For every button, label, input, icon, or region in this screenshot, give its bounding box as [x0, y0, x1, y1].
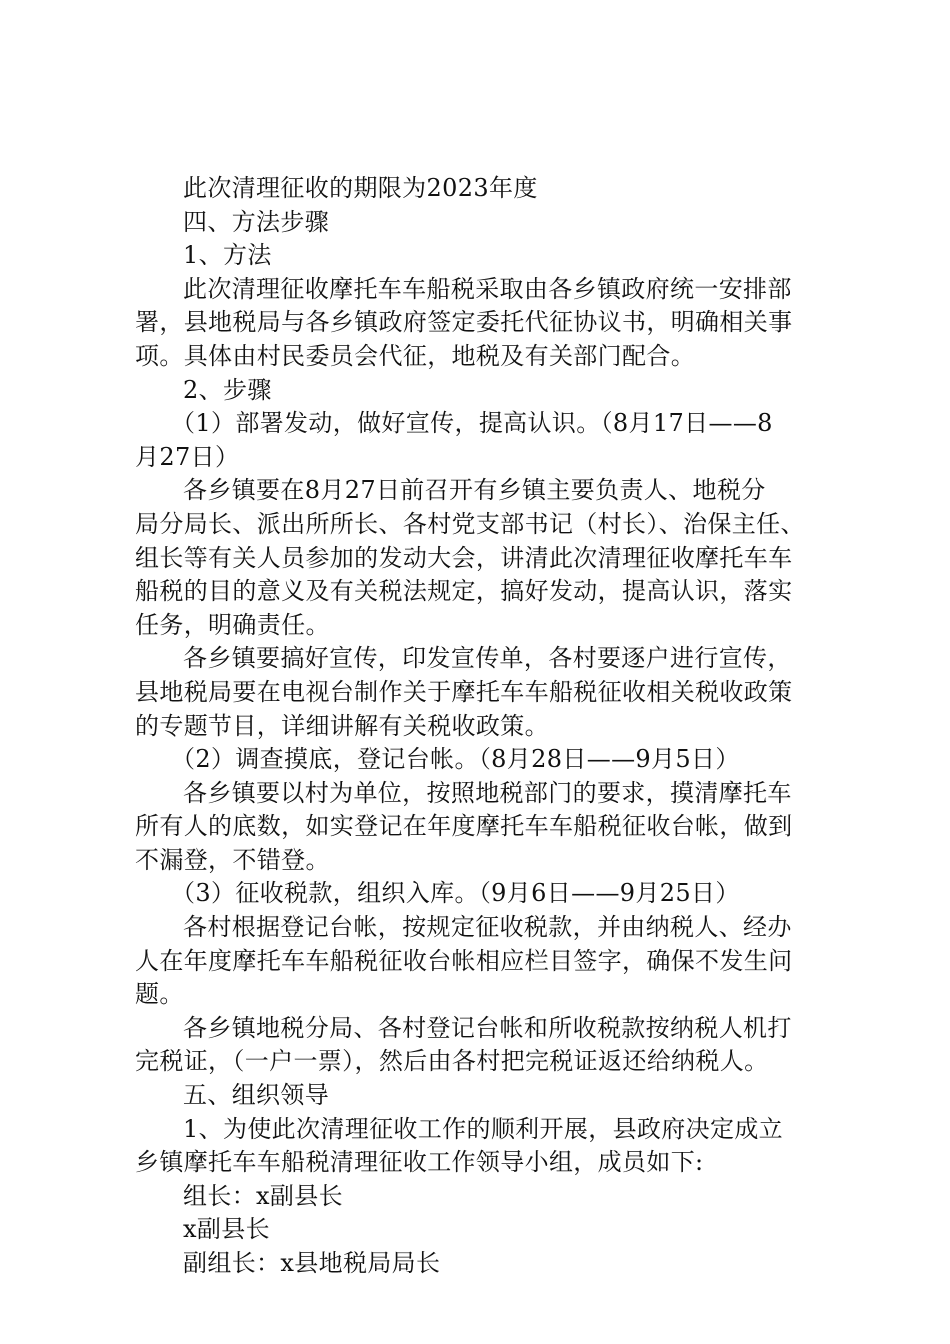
document-line: 四、方法步骤 — [183, 207, 330, 236]
document-body — [135, 172, 825, 1281]
document-line: 各乡镇要以村为单位，按照地税部门的要求，摸清摩托车 — [183, 778, 792, 807]
document-line: 县地税局要在电视台制作关于摩托车车船税征收相关税收政策 — [135, 677, 793, 706]
document-line: 各村根据登记台帐，按规定征收税款，并由纳税人、经办 — [183, 913, 792, 942]
document-line: （3）征收税款，组织入库。（9月6日——9月25日） — [171, 879, 740, 908]
document-line: 的专题节目，详细讲解有关税收政策。 — [135, 711, 549, 740]
document-line: 任务，明确责任。 — [135, 610, 330, 639]
document-line: 五、组织领导 — [183, 1081, 330, 1110]
document-line: 月27日） — [135, 442, 240, 471]
document-line: 2、步骤 — [183, 375, 272, 404]
document-line: 组长等有关人员参加的发动大会，讲清此次清理征收摩托车车 — [135, 543, 793, 572]
document-line: 副组长：x县地税局局长 — [183, 1249, 441, 1277]
document-line: 项。具体由村民委员会代征，地税及有关部门配合。 — [135, 341, 696, 370]
document-line: （2）调查摸底，登记台帐。（8月28日——9月5日） — [171, 745, 740, 774]
document-line: 人在年度摩托车车船税征收台帐相应栏目签字，确保不发生问 — [135, 946, 793, 975]
document-line: 完税证，（一户一票），然后由各村把完税证返还给纳税人。 — [135, 1047, 769, 1076]
document-line: 题。 — [135, 980, 184, 1009]
document-line: 此次清理征收的期限为2023年度 — [183, 174, 538, 202]
document-line: 组长：x副县长 — [183, 1181, 343, 1210]
document-line: 各乡镇地税分局、各村登记台帐和所收税款按纳税人机打 — [183, 1013, 792, 1042]
document-line: 此次清理征收摩托车车船税采取由各乡镇政府统一安排部 — [183, 274, 792, 303]
document-line: 不漏登，不错登。 — [135, 845, 330, 874]
document-line: 所有人的底数，如实登记在年度摩托车车船税征收台帐，做到 — [135, 812, 793, 841]
document-line: 船税的目的意义及有关税法规定，搞好发动，提高认识，落实 — [135, 577, 793, 606]
document-line: 各乡镇要在8月27日前召开有乡镇主要负责人、地税分 — [183, 476, 766, 505]
document-line: 各乡镇要搞好宣传，印发宣传单，各村要逐户进行宣传， — [183, 644, 792, 673]
document-line: x副县长 — [183, 1215, 270, 1244]
document-line: （1）部署发动，做好宣传，提高认识。（8月17日——8 — [171, 409, 773, 438]
document-line: 乡镇摩托车车船税清理征收工作领导小组，成员如下: — [135, 1148, 704, 1177]
document-line: 局分局长、派出所所长、各村党支部书记（村长）、治保主任、 — [135, 509, 805, 538]
document-line: 1、方法 — [183, 241, 272, 270]
document-line: 1、为使此次清理征收工作的顺利开展，县政府决定成立 — [183, 1114, 784, 1143]
document-line: 署，县地税局与各乡镇政府签定委托代征协议书，明确相关事 — [135, 308, 793, 337]
